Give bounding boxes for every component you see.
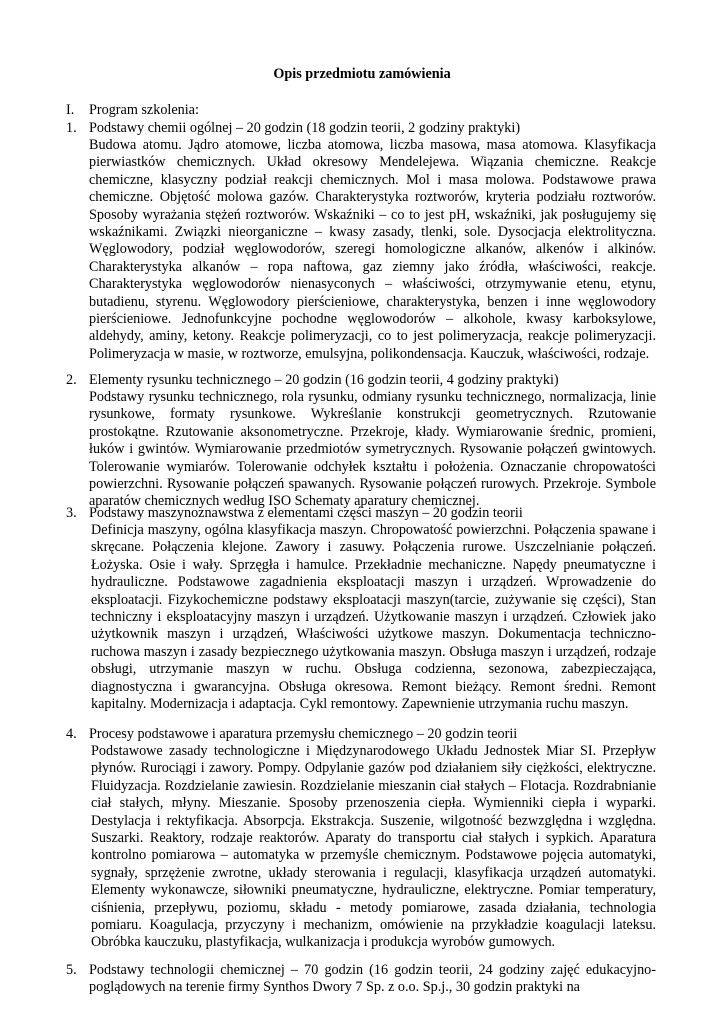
item-2-heading: [66, 372, 666, 389]
item-5-number: 5.: [66, 962, 77, 978]
item-4-body: Podstawowe zasady technologiczne i Międzynarodowego Układu Jednostek Miar SI. Przepływ płynów. Rurociągi i zawory. Pompy. Odpylanie gazów pod działaniem siły ciężkości, elektryczne. Fluidyzacja. Rozdzielanie zawiesin. Rozdzielanie mieszanin ciał stałych – Flotacja. Rozdrabnianie ciał stałych, młyny. Mieszanie. Sposoby przenoszenia ciepła. Wymienniki ciepła i wyparki. Destylacja i rektyfikacja. Absorpcja. Ekstrakcja. Suszenie, wilgotność bezwzględna i względna. Suszarki. Reaktory, rodzaje reaktorów. Aparaty do transportu ciał stałych i sypkich. Aparatura kontrolno pomiarowa – automatyka w przemyśle chemicznym. Podstawowe pojęcia automatyki, sygnały, sprzężenie zwrotne, układy sterowania i regulacji, klasyfikacja urządzeń automatyki. Elementy wykonawcze, siłowniki pneumatyczne, hydrauliczne, elektryczne. Pomiar temperatury, ciśnienia, przepływu, poziomu, składu - metody pomiarowe, zasada działania, technologia pomiaru. Koagulacja, przyczyny i mechanizm, omówienie na przykładzie koagulacji lateksu. Obróbka kauczuku, plastyfikacja, wulkanizacja i produkcja wyrobów gumowych.: [91, 743, 656, 951]
item-2-number: 2.: [66, 372, 77, 388]
item-3-number: 3.: [66, 505, 77, 521]
item-2-heading-text: Elementy rysunku technicznego – 20 godzin (16 godzin teorii, 4 godziny praktyki): [89, 372, 559, 388]
section-number: I.: [66, 102, 75, 118]
document-title: Opis przedmiotu zamówienia: [273, 66, 451, 82]
item-1-heading: [66, 120, 666, 137]
item-5-heading: [66, 962, 656, 997]
item-1-body: Budowa atomu. Jądro atomowe, liczba atomowa, liczba masowa, masa atomowa. Klasyfikacja pierwiastków chemicznych. Układ okresowy Mendelejewa. Wiązania chemiczne. Reakcje chemiczne, klasyczny podział reakcji chemicznych. Mol i masa molowa. Podstawowe prawa chemiczne. Objętość molowa gazów. Charakterystyka roztworów, kryteria podziału roztworów. Sposoby wyrażania stężeń roztworów. Wskaźniki – co to jest pH, wskaźniki, jak posługujemy się wskaźnikami. Związki nieorganiczne – kwasy zasady, tlenki, sole. Dysocjacja elektrolityczna. Węglowodory, podział węglowodorów, szeregi homologiczne alkanów, alkenów i alkinów. Charakterystyka alkanów – ropa naftowa, gaz ziemny jako źródła, właściwości, reakcje. Charakterystyka węglowodorów nienasyconych – właściwości, otrzymywanie etenu, etynu, butadienu, styrenu. Węglowodory pierścieniowe, charakterystyka, benzen i inne węglowodory pierścieniowe. Jednofunkcyjne pochodne węglowodorów – alkohole, kwasy karboksylowe, aldehydy, aminy, ketony. Reakcje polimeryzacji, co to jest polimeryzacja, reakcje polimeryzacji. Polimeryzacja w masie, w roztworze, emulsyjna, polikondensacja. Kauczuk, właściwości, rodzaje.: [89, 137, 656, 362]
item-3-heading-text: Podstawy maszynoznawstwa z elementami części maszyn – 20 godzin teorii: [89, 505, 523, 521]
item-4-heading-text: Procesy podstawowe i aparatura przemysłu chemicznego – 20 godzin teorii: [89, 726, 518, 742]
item-1-heading-text: Podstawy chemii ogólnej – 20 godzin (18 godzin teorii, 2 godziny praktyki): [89, 120, 521, 136]
section-heading: [66, 102, 666, 119]
item-3-body: Definicja maszyny, ogólna klasyfikacja maszyn. Chropowatość powierzchni. Połączenia spawane i skręcane. Połączenia klejone. Zawory i zasuwy. Połączenia rurowe. Uszczelnianie połączeń. Łożyska. Osie i wały. Sprzęgła i hamulce. Przekładnie mechaniczne. Napędy pneumatyczne i hydrauliczne. Podstawowe zagadnienia eksploatacji maszyn i urządzeń. Wprowadzenie do eksploatacji. Fizykochemiczne podstawy eksploatacji maszyn(tarcie, zużywanie się części), Stan techniczny i eksploatacyjny maszyn i urządzeń. Użytkowanie maszyn i urządzeń. Człowiek jako użytkownik maszyn i urządzeń, Właściwości użytkowe maszyn. Dokumentacja techniczno-ruchowa maszyn i zasady bezpiecznego użytkowania maszyn. Obsługa maszyn i urządzeń, rodzaje obsługi, utrzymanie maszyn w ruchu. Obsługa codzienna, sezonowa, zabezpieczająca, diagnostyczna i gwarancyjna. Obsługa okresowa. Remont bieżący. Remont średni. Remont kapitalny. Modernizacja i adaptacja. Cykl remontowy. Zapewnienie utrzymania ruchu maszyn.: [91, 522, 656, 713]
section-label: Program szkolenia:: [89, 102, 199, 118]
item-2-body: Podstawy rysunku technicznego, rola rysunku, odmiany rysunku technicznego, normalizacja, linie rysunkowe, formaty rysunkowe. Wykreślanie konstrukcji geometrycznych. Rzutowanie prostokątne. Rzutowanie aksonometryczne. Przekroje, kłady. Wymiarowanie średnic, promieni, łuków i gwintów. Wymiarowanie przedmiotów symetrycznych. Rysowanie połączeń gwintowych. Tolerowanie wymiarów. Tolerowanie odchyłek kształtu i położenia. Oznaczanie chropowatości powierzchni. Rysowanie połączeń spawanych. Rysowanie połączeń rurowych. Przekroje. Symbole aparatów chemicznych według ISO Schematy aparatury chemicznej.: [89, 389, 656, 510]
item-3-heading: [66, 505, 666, 522]
item-1-number: 1.: [66, 120, 77, 136]
item-4-heading: [66, 726, 666, 743]
item-4-number: 4.: [66, 726, 77, 742]
item-5-heading-text: Podstawy technologii chemicznej – 70 godzin (16 godzin teorii, 24 godziny zajęć edukacyjno-poglądowych na terenie firmy Synthos Dwory 7 Sp. z o.o. Sp.j., 30 godzin praktyki na: [89, 962, 656, 996]
